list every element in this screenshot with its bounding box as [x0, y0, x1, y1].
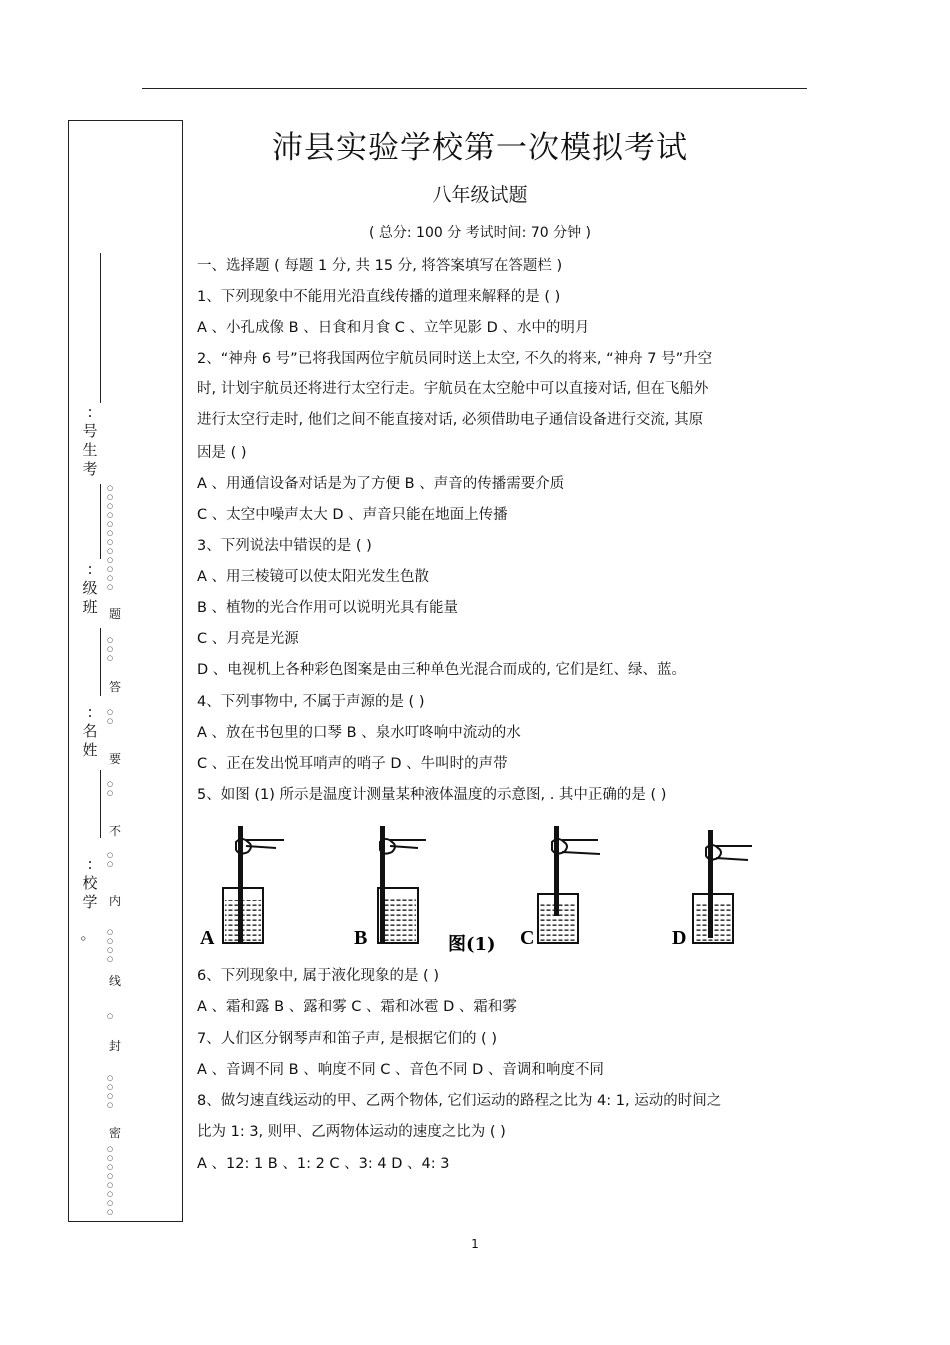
section-heading: 一、选择题 ( 每题 1 分, 共 15 分, 将答案填写在答题栏 ): [197, 258, 563, 274]
figure-label-a: A: [200, 927, 215, 949]
question-3: 3、下列说法中错误的是 ( ): [197, 538, 372, 554]
seal-dots: ○ ○ ○ ○ ○ ○ ○ ○ ○ ○ ○ ○: [106, 484, 114, 591]
top-rule: [142, 88, 807, 89]
question-4: 4、下列事物中, 不属于声源的是 ( ): [197, 694, 425, 710]
seal-warning-char: 不: [108, 824, 121, 838]
question-8-options: A 、12: 1 B 、1: 2 C 、3: 4 D 、4: 3: [197, 1156, 450, 1172]
question-2-options-cd: C 、太空中噪声太大 D 、声音只能在地面上传播: [197, 507, 508, 523]
question-2-options-ab: A 、用通信设备对话是为了方便 B 、声音的传播需要介质: [197, 476, 565, 492]
question-7-options: A 、音调不同 B 、响度不同 C 、音色不同 D 、音调和响度不同: [197, 1062, 604, 1078]
field-school-label: :校学: [82, 855, 98, 911]
seal-dots: ○ ○: [106, 780, 114, 797]
exam-info: ( 总分: 100 分 考试时间: 70 分钟 ): [368, 225, 592, 241]
question-2-line-2: 时, 计划宇航员还将进行太空行走。宇航员在太空舱中可以直接对话, 但在飞船外: [197, 381, 709, 397]
seal-dots: ○ ○ ○ ○: [106, 928, 114, 963]
question-4-options-ab: A 、放在书包里的口琴 B 、泉水叮咚响中流动的水: [197, 725, 521, 741]
seal-warning-char: 题: [108, 607, 121, 621]
seal-warning-char: 答: [108, 680, 121, 694]
seal-warning-char: 线: [108, 974, 121, 988]
question-3-option-d: D 、电视机上各种彩色图案是由三种单色光混合而成的, 它们是红、绿、蓝。: [197, 662, 686, 678]
exam-subtitle: 八年级试题: [432, 184, 528, 206]
thermometer-setup-c: [538, 826, 600, 943]
seal-warning-char: 要: [108, 752, 121, 766]
question-1: 1、下列现象中不能用光沿直线传播的道理来解释的是 ( ): [197, 289, 561, 305]
question-4-options-cd: C 、正在发出悦耳哨声的哨子 D 、牛叫时的声带: [197, 756, 508, 772]
seal-dots: ○ ○: [106, 708, 114, 725]
figure-label-c: C: [520, 927, 535, 949]
seal-warning-char: 封: [108, 1039, 121, 1053]
exam-title: 沛县实验学校第一次模拟考试: [272, 130, 688, 166]
field-line-school: [100, 770, 101, 838]
field-line-exam-number: [100, 253, 101, 403]
field-name-label: :名姓: [82, 703, 98, 759]
seal-dots: ○ ○ ○ ○: [106, 1074, 114, 1109]
question-2-line-1: 2、“神舟 6 号”已将我国两位宇航员同时送上太空, 不久的将来, “神舟 7 号”升空: [197, 351, 713, 367]
page-number: 1: [471, 1237, 479, 1251]
field-exam-number-label: :号生考: [82, 403, 98, 478]
seal-dots: ○: [106, 1012, 114, 1020]
question-8-line-2: 比为 1: 3, 则甲、乙两物体运动的速度之比为 ( ): [197, 1124, 506, 1140]
figure-label-b: B: [354, 927, 368, 949]
question-8-line-1: 8、做匀速直线运动的甲、乙两个物体, 它们运动的路程之比为 4: 1, 运动的时间之: [197, 1093, 722, 1109]
figure-thermometers: [198, 818, 758, 958]
question-2-line-4: 因是 ( ): [197, 445, 247, 461]
field-class-label: :级班: [82, 560, 98, 616]
question-5: 5、如图 (1) 所示是温度计测量某种液体温度的示意图, . 其中正确的是 ( ): [197, 787, 667, 803]
question-6-options: A 、霜和露 B 、露和雾 C 、霜和冰雹 D 、霜和雾: [197, 999, 517, 1015]
seal-dots: ○ ○ ○: [106, 636, 114, 662]
sidebar-mark: 。: [80, 925, 96, 943]
question-3-option-c: C 、月亮是光源: [197, 631, 299, 647]
question-6: 6、下列现象中, 属于液化现象的是 ( ): [197, 968, 439, 984]
question-1-options: A 、小孔成像 B 、日食和月食 C 、立竿见影 D 、水中的明月: [197, 320, 590, 336]
thermometer-setup-b: [378, 826, 426, 944]
binding-margin: [68, 120, 183, 1222]
thermometer-setup-a: [223, 826, 284, 944]
question-3-option-a: A 、用三棱镜可以使太阳光发生色散: [197, 569, 430, 585]
seal-dots: ○ ○: [106, 851, 114, 868]
field-line-class: [100, 484, 101, 559]
figure-label-d: D: [672, 927, 687, 949]
question-2-line-3: 进行太空行走时, 他们之间不能直接对话, 必须借助电子通信设备进行交流, 其原: [197, 412, 704, 428]
thermometer-setup-d: [693, 830, 752, 943]
question-3-option-b: B 、植物的光合作用可以说明光具有能量: [197, 600, 459, 616]
question-7: 7、人们区分钢琴声和笛子声, 是根据它们的 ( ): [197, 1031, 497, 1047]
seal-warning-char: 密: [108, 1126, 121, 1140]
field-line-name: [100, 628, 101, 696]
figure-caption: 图(1): [448, 934, 496, 955]
seal-dots: ○ ○ ○ ○ ○ ○ ○ ○: [106, 1145, 114, 1216]
seal-warning-char: 内: [108, 894, 121, 908]
